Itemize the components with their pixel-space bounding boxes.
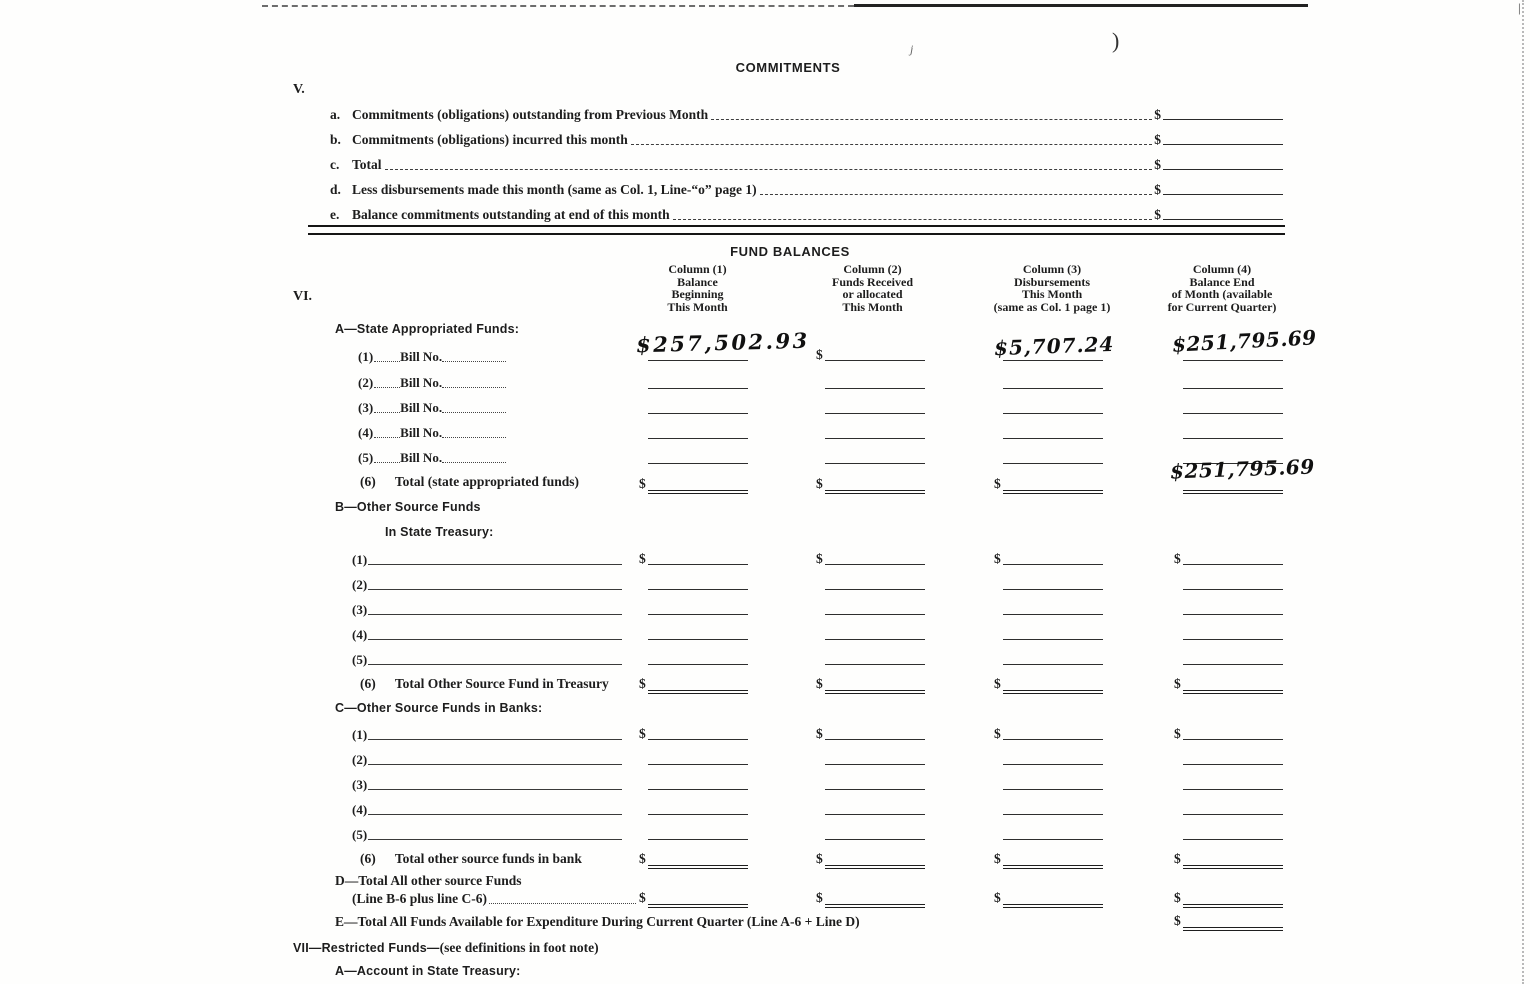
section-e-heading: E—Total All Funds Available for Expenditure During Current Quarter (Line A-6 + Line D)	[335, 914, 860, 929]
row-letter: c.	[330, 157, 340, 172]
dollar-sign: $	[639, 726, 646, 741]
dollar-sign: $	[816, 851, 823, 866]
amount-blank-line	[1183, 575, 1283, 590]
amount-blank-line	[1163, 144, 1283, 145]
amount-blank-line	[1003, 800, 1103, 815]
dollar-sign: $	[994, 851, 1001, 866]
row-number: (3)	[358, 400, 374, 415]
amount-blank-line	[648, 550, 748, 565]
row-label: Balance commitments outstanding at end of this month	[352, 207, 670, 222]
section-vii-label: VII—Restricted Funds—	[293, 941, 440, 955]
amount-blank-line	[825, 625, 925, 640]
amount-blank-line	[1183, 600, 1283, 615]
amount-blank-line	[825, 346, 925, 361]
dollar-sign: $	[816, 551, 823, 566]
amount-blank-line	[825, 449, 925, 464]
row-number: (4)	[352, 802, 368, 817]
scan-artifact-pen-mark: j	[910, 42, 914, 56]
amount-blank-line	[1163, 119, 1283, 120]
dollar-sign: $	[816, 676, 823, 691]
row-letter: b.	[330, 132, 341, 147]
amount-blank-line	[648, 775, 748, 790]
commitment-row-b	[330, 132, 1283, 148]
amount-blank-line	[1183, 424, 1283, 439]
row-letter: a.	[330, 107, 341, 122]
row-number: (3)	[352, 602, 368, 617]
dollar-sign: $	[994, 551, 1001, 566]
amount-lines-b3	[0, 600, 1530, 616]
dotted-leader	[385, 169, 1153, 170]
amount-blank-line	[1003, 775, 1103, 790]
dollar-sign: $	[1174, 726, 1181, 741]
dollar-sign: $	[1171, 332, 1188, 357]
total-amount-line	[825, 675, 925, 694]
amount-blank-line	[1003, 399, 1103, 414]
amount-blank-line	[1003, 650, 1103, 665]
amount-blank-line	[648, 750, 748, 765]
total-amount-line	[825, 850, 925, 869]
amount-blank-line	[1003, 575, 1103, 590]
row-number: (4)	[358, 425, 374, 440]
commitment-row-d	[330, 182, 1283, 198]
bill-no-label: Bill No.	[400, 450, 443, 465]
amount-blank-line	[825, 424, 925, 439]
scan-artifact-paren: )	[1112, 28, 1120, 53]
dotted-leader	[631, 144, 1152, 145]
total-amount-line	[1183, 889, 1283, 908]
dollar-sign: $	[993, 335, 1010, 361]
amount-blank-line	[648, 650, 748, 665]
scan-artifact-dashed-rule	[262, 5, 854, 7]
dollar-sign: $	[635, 331, 654, 358]
amount-blank-line	[1183, 775, 1283, 790]
column-header-line: Funds Received	[832, 274, 913, 289]
row-number: (4)	[352, 627, 368, 642]
amount-blank-line	[1003, 374, 1103, 389]
bill-no-label: Bill No.	[400, 349, 443, 364]
amount-blank-line	[1003, 600, 1103, 615]
dollar-sign: $	[1154, 207, 1161, 222]
bill-no-label: Bill No.	[400, 425, 443, 440]
row-label: Commitments (obligations) incurred this month	[352, 132, 628, 147]
amount-blank-line	[825, 600, 925, 615]
amount-lines-c1	[0, 725, 1530, 741]
amount-blank-line	[825, 800, 925, 815]
amount-lines-a2	[0, 374, 1530, 390]
amount-blank-line	[825, 374, 925, 389]
dollar-sign: $	[816, 890, 823, 905]
dollar-sign: $	[1174, 676, 1181, 691]
column-header-line: Column (1)	[668, 262, 727, 276]
row-number: (5)	[358, 450, 374, 465]
handwritten-balance-beginning: $ 257,502.93	[635, 327, 810, 358]
amount-blank-line	[1003, 449, 1103, 464]
row-number: (2)	[352, 577, 368, 592]
amount-blank-line	[648, 374, 748, 389]
row-label: Total	[352, 157, 382, 172]
amount-blank-line	[825, 825, 925, 840]
dollar-sign: $	[1174, 890, 1181, 905]
dollar-sign: $	[1169, 459, 1185, 484]
dollar-sign: $	[1154, 132, 1161, 147]
total-amount-line	[1183, 675, 1283, 694]
section-d-subheading: (Line B-6 plus line C-6)	[352, 891, 488, 906]
column-header-line: Column (4)	[1192, 262, 1252, 276]
commitment-row-a	[330, 107, 1283, 123]
amount-blank-line	[1183, 750, 1283, 765]
section-d-heading: D—Total All other source Funds	[335, 873, 522, 888]
dollar-sign: $	[816, 726, 823, 741]
amount-blank-line	[825, 399, 925, 414]
dollar-sign: $	[994, 726, 1001, 741]
dollar-sign: $	[816, 347, 823, 362]
row-number: (2)	[352, 752, 368, 767]
fund-balances-title: FUND BALANCES	[730, 244, 850, 259]
section-vii-a-heading: A—Account in State Treasury:	[335, 964, 521, 978]
amount-blank-line	[1003, 550, 1103, 565]
dollar-sign: $	[1154, 107, 1161, 122]
amount-blank-line	[825, 775, 925, 790]
amount-blank-line	[648, 625, 748, 640]
bill-no-label: Bill No.	[400, 400, 443, 415]
column-header-line: (same as Col. 1 page 1)	[993, 299, 1111, 314]
dollar-sign: $	[639, 551, 646, 566]
total-amount-line	[1003, 850, 1103, 869]
row-number: (1)	[352, 552, 368, 567]
amount-lines-b4	[0, 625, 1530, 641]
amount-lines-d	[0, 889, 1530, 905]
row-number: (1)	[358, 349, 374, 364]
amount-blank-line	[1163, 169, 1283, 170]
dollar-sign: $	[994, 476, 1001, 491]
amount-blank-line	[1163, 219, 1283, 220]
amount-lines-b1	[0, 550, 1530, 566]
section-b-subheading: In State Treasury:	[385, 525, 494, 539]
column-header-line: Beginning	[671, 287, 724, 301]
amount-lines-a4	[0, 424, 1530, 440]
section-a-heading: A—State Appropriated Funds:	[335, 322, 520, 336]
section-vii-heading	[293, 939, 599, 957]
total-amount-line	[648, 675, 748, 694]
total-amount-line	[825, 889, 925, 908]
row-label: Commitments (obligations) outstanding from Previous Month	[352, 107, 709, 122]
column-header-line: This Month	[667, 299, 728, 314]
column-header-1	[625, 263, 770, 313]
amount-blank-line	[1003, 750, 1103, 765]
amount-lines-c5	[0, 825, 1530, 841]
column-header-line: This Month	[1021, 287, 1083, 301]
column-header-line: of Month (available	[1171, 287, 1273, 301]
amount-blank-line	[648, 575, 748, 590]
amount-lines-c-total	[0, 850, 1530, 866]
dollar-sign: $	[1174, 851, 1181, 866]
amount-lines-b2	[0, 575, 1530, 591]
amount-blank-line	[825, 550, 925, 565]
column-header-line: for Current Quarter)	[1167, 299, 1277, 314]
total-amount-line	[648, 889, 748, 908]
row-number: (6)	[360, 676, 376, 691]
amount-blank-line	[648, 725, 748, 740]
column-header-line: Column (2)	[843, 262, 902, 276]
total-label: Total Other Source Fund in Treasury	[394, 676, 609, 691]
column-header-line: This Month	[842, 299, 903, 314]
dollar-sign: $	[639, 476, 646, 491]
amount-blank-line	[1183, 374, 1283, 389]
row-number: (6)	[360, 474, 376, 489]
section-c-heading: C—Other Source Funds in Banks:	[335, 701, 543, 715]
total-label: Total (state appropriated funds)	[394, 474, 580, 489]
row-number: (6)	[360, 851, 376, 866]
column-header-line: Disbursements	[1013, 274, 1090, 289]
dollar-sign: $	[639, 676, 646, 691]
commitment-row-c	[330, 157, 1283, 173]
row-number: (3)	[352, 777, 368, 792]
amount-blank-line	[825, 650, 925, 665]
dollar-sign: $	[639, 890, 646, 905]
column-header-3	[962, 263, 1142, 313]
dollar-sign: $	[1154, 182, 1161, 197]
total-amount-line	[1003, 889, 1103, 908]
amount-lines-b-total	[0, 675, 1530, 691]
amount-blank-line	[1003, 424, 1103, 439]
section-divider-double-rule	[308, 225, 1285, 235]
column-header-line: or allocated	[842, 287, 903, 301]
dollar-sign: $	[816, 476, 823, 491]
total-label: Total other source funds in bank	[394, 851, 582, 866]
handwritten-disbursements: $ 5,707.24	[993, 331, 1115, 361]
dollar-sign: $	[1174, 551, 1181, 566]
amount-blank-line	[825, 575, 925, 590]
bill-no-label: Bill No.	[400, 375, 443, 390]
amount-blank-line	[1183, 825, 1283, 840]
row-number: (5)	[352, 827, 368, 842]
amount-blank-line	[648, 449, 748, 464]
scan-artifact-edge-tick: |	[1518, 0, 1521, 15]
column-header-line: Balance	[677, 274, 718, 289]
amount-blank-line	[1183, 625, 1283, 640]
dollar-sign: $	[994, 890, 1001, 905]
total-amount-line	[1003, 675, 1103, 694]
amount-lines-a3	[0, 399, 1530, 415]
amount-blank-line	[648, 424, 748, 439]
dotted-leader	[711, 119, 1152, 120]
section-vi-label: VI.	[293, 289, 313, 304]
amount-blank-line	[1183, 800, 1283, 815]
section-vii-note: (see definitions in foot note)	[439, 940, 599, 955]
amount-lines-c2	[0, 750, 1530, 766]
dollar-sign: $	[1174, 913, 1181, 928]
dollar-sign: $	[639, 851, 646, 866]
amount-blank-line	[1003, 625, 1103, 640]
dollar-sign: $	[994, 676, 1001, 691]
row-number: (5)	[352, 652, 368, 667]
amount-lines-c4	[0, 800, 1530, 816]
amount-blank-line	[648, 800, 748, 815]
commitment-row-e	[330, 207, 1283, 223]
amount-blank-line	[1183, 550, 1283, 565]
scan-artifact-solid-rule	[854, 4, 1308, 7]
amount-lines-b5	[0, 650, 1530, 666]
column-header-line: Balance End	[1189, 274, 1255, 289]
row-label: Less disbursements made this month (same as Col. 1, Line-“o” page 1)	[352, 182, 757, 197]
amount-blank-line	[1163, 194, 1283, 195]
amount-blank-line	[648, 399, 748, 414]
column-header-line: Column (3)	[1022, 262, 1082, 276]
dollar-sign: $	[1154, 157, 1161, 172]
amount-blank-line	[1183, 725, 1283, 740]
total-amount-line	[1183, 912, 1283, 931]
amount-blank-line	[1183, 650, 1283, 665]
row-letter: d.	[330, 182, 341, 197]
column-header-2	[795, 263, 950, 313]
section-b-heading: B—Other Source Funds	[335, 500, 481, 514]
amount-blank-line	[648, 600, 748, 615]
total-amount-line	[648, 850, 748, 869]
amount-blank-line	[1003, 825, 1103, 840]
dotted-leader	[760, 194, 1153, 195]
handwritten-balance-end: $ 251,795.69	[1171, 325, 1318, 357]
amount-blank-line	[1183, 399, 1283, 414]
row-letter: e.	[330, 207, 340, 222]
amount-blank-line	[648, 825, 748, 840]
handwritten-total-balance-end: $ 251,795.69	[1169, 454, 1316, 484]
commitments-title: COMMITMENTS	[735, 60, 841, 75]
dotted-leader	[673, 219, 1153, 220]
total-amount-line	[648, 475, 748, 494]
amount-lines-e	[0, 912, 1530, 928]
amount-lines-c3	[0, 775, 1530, 791]
total-amount-line	[825, 475, 925, 494]
amount-blank-line	[825, 750, 925, 765]
amount-blank-line	[1003, 725, 1103, 740]
row-number: (1)	[352, 727, 368, 742]
section-v-label: V.	[293, 82, 305, 97]
amount-blank-line	[825, 725, 925, 740]
column-header-4	[1132, 263, 1312, 313]
total-amount-line	[1183, 850, 1283, 869]
total-amount-line	[1003, 475, 1103, 494]
row-number: (2)	[358, 375, 374, 390]
